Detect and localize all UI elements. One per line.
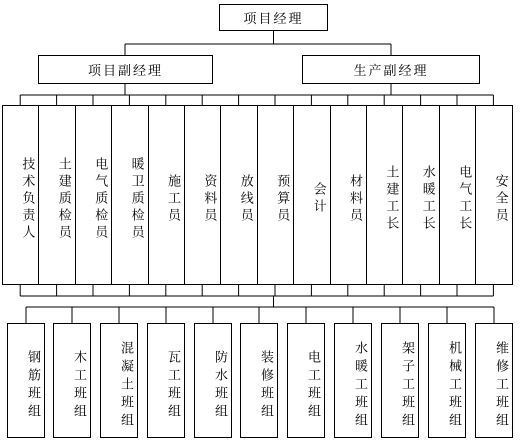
deputy-project-manager-label: 项目副经理 [87,64,163,79]
staff-box [402,105,439,285]
staff-box [330,105,367,285]
project-manager-box [219,4,328,31]
team-box [287,323,325,438]
staff-label: 土建质检员 [55,156,71,242]
team-box [334,323,372,438]
staff-label: 技术负责人 [19,156,35,242]
staff-label: 水暖工长 [419,165,435,233]
team-label: 钢筋班组 [25,349,40,422]
team-box [100,323,138,438]
staff-label: 土建工长 [383,165,399,233]
project-manager-label: 项目经理 [243,12,304,27]
team-label: 防水班组 [212,349,227,422]
staff-box [257,105,294,285]
staff-label: 电气工长 [456,165,472,233]
staff-box [75,105,112,285]
staff-label: 电气质检员 [92,156,108,242]
production-deputy-manager-box [302,55,480,84]
team-label: 木工班组 [71,349,86,422]
staff-box [184,105,221,285]
team-box [53,323,91,438]
team-box [475,323,513,438]
team-label: 瓦工班组 [165,349,180,422]
staff-box [111,105,148,285]
staff-box [2,105,39,285]
staff-box [475,105,512,285]
staff-box [366,105,403,285]
team-box [428,323,466,438]
deputy-project-manager-box [38,55,213,84]
team-box [240,323,278,438]
production-deputy-manager-label: 生产副经理 [353,64,429,79]
staff-label: 会计 [310,182,326,216]
staff-label: 材料员 [346,173,362,225]
team-box [194,323,232,438]
staff-label: 安全员 [492,173,508,225]
team-box [381,323,419,438]
team-label: 架子工班组 [399,340,414,431]
staff-box [148,105,185,285]
staff-box [220,105,257,285]
staff-box [38,105,75,285]
team-label: 水暖工班组 [352,340,367,431]
staff-box [439,105,476,285]
staff-label: 放线员 [237,173,253,225]
staff-label: 施工员 [164,173,180,225]
team-label: 机械工班组 [446,340,461,431]
staff-box [293,105,330,285]
team-label: 装修班组 [258,349,273,422]
staff-label: 预算员 [274,173,290,225]
team-box [7,323,45,438]
team-box [147,323,185,438]
team-label: 维修工班组 [493,340,508,431]
staff-label: 暖卫质检员 [128,156,144,242]
staff-label: 资料员 [201,173,217,225]
team-label: 混凝土班组 [118,340,133,431]
team-label: 电工班组 [305,349,320,422]
